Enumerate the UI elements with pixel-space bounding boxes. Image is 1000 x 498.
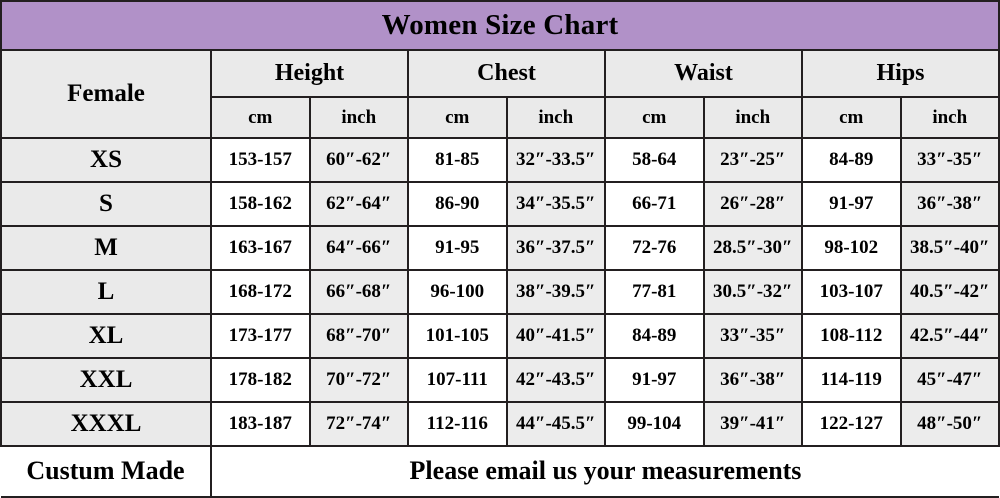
- size-label: XXL: [1, 358, 211, 402]
- cell-chest-cm: 96-100: [408, 270, 507, 314]
- header-unit-height-inch: inch: [310, 97, 409, 138]
- cell-waist-cm: 91-97: [605, 358, 704, 402]
- cell-hips-cm: 84-89: [802, 138, 901, 182]
- size-label: M: [1, 226, 211, 270]
- header-group-height: Height: [211, 50, 408, 97]
- cell-waist-inch: 33″-35″: [704, 314, 803, 358]
- cell-height-inch: 62″-64″: [310, 182, 409, 226]
- cell-hips-cm: 122-127: [802, 402, 901, 446]
- header-group-waist: Waist: [605, 50, 802, 97]
- size-label: XS: [1, 138, 211, 182]
- cell-hips-inch: 38.5″-40″: [901, 226, 1000, 270]
- cell-chest-cm: 107-111: [408, 358, 507, 402]
- custom-made-label: Custum Made: [1, 446, 211, 497]
- cell-chest-inch: 38″-39.5″: [507, 270, 606, 314]
- cell-chest-cm: 112-116: [408, 402, 507, 446]
- cell-waist-inch: 30.5″-32″: [704, 270, 803, 314]
- header-group-chest: Chest: [408, 50, 605, 97]
- cell-hips-cm: 98-102: [802, 226, 901, 270]
- cell-chest-inch: 42″-43.5″: [507, 358, 606, 402]
- cell-chest-inch: 44″-45.5″: [507, 402, 606, 446]
- cell-hips-inch: 40.5″-42″: [901, 270, 1000, 314]
- cell-height-cm: 168-172: [211, 270, 310, 314]
- cell-chest-cm: 86-90: [408, 182, 507, 226]
- cell-hips-cm: 114-119: [802, 358, 901, 402]
- cell-waist-inch: 28.5″-30″: [704, 226, 803, 270]
- header-unit-waist-cm: cm: [605, 97, 704, 138]
- cell-height-cm: 153-157: [211, 138, 310, 182]
- cell-hips-cm: 91-97: [802, 182, 901, 226]
- header-unit-waist-inch: inch: [704, 97, 803, 138]
- cell-height-inch: 68″-70″: [310, 314, 409, 358]
- chart-title-row: [1, 1, 999, 50]
- cell-waist-inch: 36″-38″: [704, 358, 803, 402]
- cell-height-inch: 70″-72″: [310, 358, 409, 402]
- size-label: S: [1, 182, 211, 226]
- cell-chest-inch: 32″-33.5″: [507, 138, 606, 182]
- cell-waist-cm: 72-76: [605, 226, 704, 270]
- cell-waist-cm: 77-81: [605, 270, 704, 314]
- table-row: [1, 358, 999, 402]
- table-row: [1, 226, 999, 270]
- table-row: [1, 138, 999, 182]
- custom-made-row: [1, 446, 999, 497]
- cell-height-cm: 158-162: [211, 182, 310, 226]
- cell-waist-inch: 23″-25″: [704, 138, 803, 182]
- table-row: [1, 402, 999, 446]
- cell-height-cm: 163-167: [211, 226, 310, 270]
- header-female-label: Female: [1, 50, 211, 138]
- size-label: XL: [1, 314, 211, 358]
- header-group-hips: Hips: [802, 50, 999, 97]
- cell-waist-inch: 26″-28″: [704, 182, 803, 226]
- cell-hips-inch: 48″-50″: [901, 402, 1000, 446]
- custom-made-message: Please email us your measurements: [211, 446, 999, 497]
- cell-chest-inch: 40″-41.5″: [507, 314, 606, 358]
- page-title: Women Size Chart: [1, 1, 999, 50]
- cell-chest-inch: 34″-35.5″: [507, 182, 606, 226]
- cell-chest-cm: 101-105: [408, 314, 507, 358]
- cell-chest-inch: 36″-37.5″: [507, 226, 606, 270]
- cell-hips-inch: 45″-47″: [901, 358, 1000, 402]
- cell-chest-cm: 91-95: [408, 226, 507, 270]
- table-row: [1, 314, 999, 358]
- size-label: L: [1, 270, 211, 314]
- header-unit-hips-cm: cm: [802, 97, 901, 138]
- table-row: [1, 182, 999, 226]
- cell-waist-cm: 66-71: [605, 182, 704, 226]
- cell-height-inch: 64″-66″: [310, 226, 409, 270]
- cell-waist-inch: 39″-41″: [704, 402, 803, 446]
- cell-waist-cm: 58-64: [605, 138, 704, 182]
- header-group-row: [1, 50, 999, 97]
- cell-hips-inch: 42.5″-44″: [901, 314, 1000, 358]
- header-unit-hips-inch: inch: [901, 97, 1000, 138]
- header-unit-height-cm: cm: [211, 97, 310, 138]
- cell-waist-cm: 99-104: [605, 402, 704, 446]
- cell-height-inch: 66″-68″: [310, 270, 409, 314]
- cell-hips-inch: 36″-38″: [901, 182, 1000, 226]
- header-unit-chest-inch: inch: [507, 97, 606, 138]
- cell-height-cm: 178-182: [211, 358, 310, 402]
- table-row: [1, 270, 999, 314]
- cell-hips-cm: 108-112: [802, 314, 901, 358]
- cell-hips-inch: 33″-35″: [901, 138, 1000, 182]
- cell-chest-cm: 81-85: [408, 138, 507, 182]
- size-label: XXXL: [1, 402, 211, 446]
- header-unit-chest-cm: cm: [408, 97, 507, 138]
- cell-height-cm: 183-187: [211, 402, 310, 446]
- cell-waist-cm: 84-89: [605, 314, 704, 358]
- cell-hips-cm: 103-107: [802, 270, 901, 314]
- cell-height-cm: 173-177: [211, 314, 310, 358]
- cell-height-inch: 72″-74″: [310, 402, 409, 446]
- cell-height-inch: 60″-62″: [310, 138, 409, 182]
